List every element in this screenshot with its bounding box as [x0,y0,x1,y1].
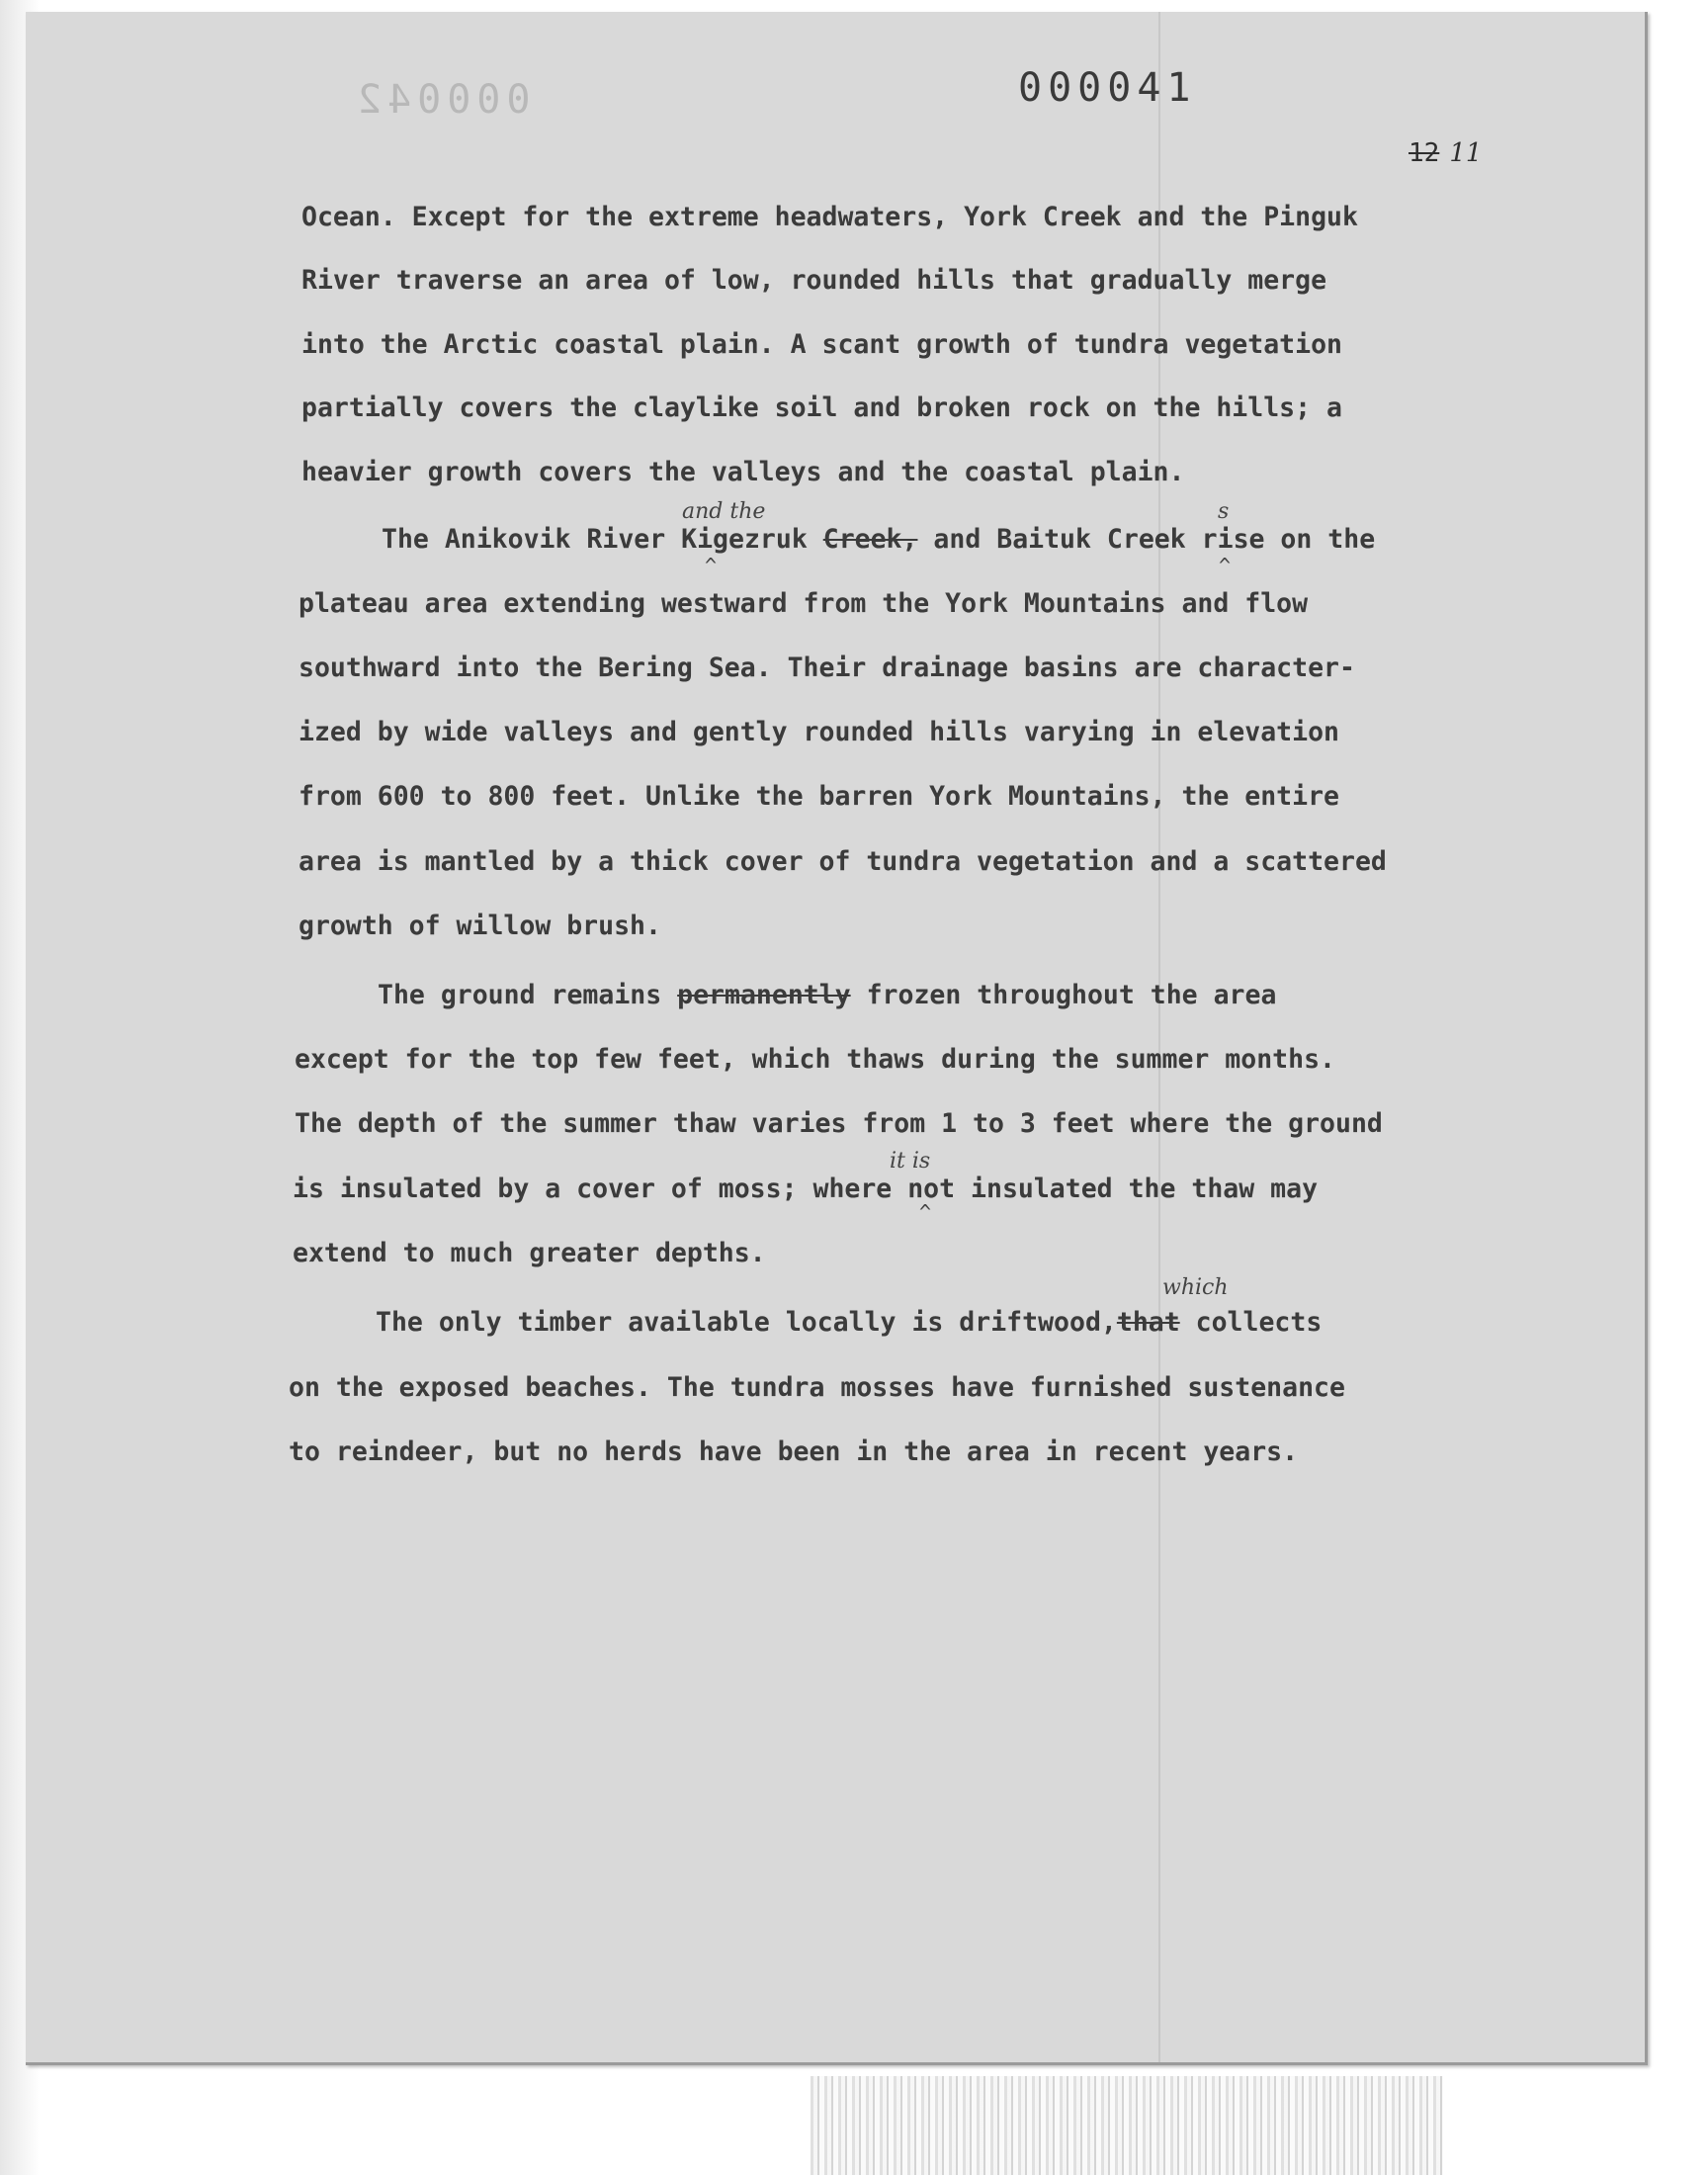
text-line: on the exposed beaches. The tundra mosses have furnished sustenance [289,1372,1345,1403]
handwritten-insertion-which: which [1162,1275,1229,1300]
text-segment: not insulated the thaw may [892,1174,1319,1204]
insertion-caret: ^ [1219,554,1232,577]
paragraph-3-line-4 [293,1174,1318,1204]
struck-text: permanently [677,980,851,1010]
text-line: into the Arctic coastal plain. A scant growth of tundra vegetation [301,329,1342,360]
handwritten-insertion-s: s [1218,499,1230,524]
text-line: growth of willow brush. [299,911,661,941]
paragraph-4-first-line [376,1307,1322,1338]
paragraph-3-first-line [378,980,1276,1010]
text-line: area is mantled by a thick cover of tundra vegetation and a scattered [299,846,1387,877]
text-segment: Kigezruk [665,524,823,555]
text-line: heavier growth covers the valleys and the coastal plain. [301,457,1185,487]
text-line: plateau area extending westward from the York Mountains and flow [299,588,1309,619]
text-line: from 600 to 800 feet. Unlike the barren York Mountains, the entire [299,781,1339,812]
text-segment: The only timber available locally is driftwood, [376,1307,1117,1338]
text-line: Ocean. Except for the extreme headwaters, York Creek and the Pinguk [301,202,1358,232]
text-line: southward into the Bering Sea. Their drainage basins are character- [299,652,1355,683]
struck-text: that [1116,1307,1180,1338]
document-page [26,12,1648,2065]
struck-text: Creek, [822,524,918,555]
insertion-caret: ^ [705,554,718,577]
text-segment: is insulated by a cover of moss; where [293,1174,893,1204]
text-line: except for the top few feet, which thaws during the summer months. [295,1044,1335,1075]
text-segment: The Anikovik River [382,524,666,555]
insertion-caret: ^ [919,1200,932,1224]
handwritten-insertion-and-the: and the [682,499,766,524]
page-number [1409,138,1482,168]
text-segment: rise on the [1185,524,1376,555]
text-line: River traverse an area of low, rounded hills that gradually merge [301,265,1327,296]
text-line: to reindeer, but no herds have been in the area in recent years. [289,1436,1299,1467]
handwritten-insertion-it-is: it is [890,1149,931,1174]
text-segment: The ground remains [378,980,678,1010]
text-line: ized by wide valleys and gently rounded hills varying in elevation [299,717,1339,747]
paragraph-2-first-line [382,524,1375,555]
text-line: extend to much greater depths. [293,1238,766,1268]
scanner-streaks [811,2076,1443,2175]
text-segment: and Baituk Creek [917,524,1186,555]
text-line: partially covers the claylike soil and broken rock on the hills; a [301,392,1342,423]
struck-page-number: 12 [1409,138,1440,168]
text-segment: collects [1179,1307,1323,1338]
handwritten-page-number: 11 [1449,138,1483,168]
page-fold-line [1158,12,1160,2062]
text-line: The depth of the summer thaw varies from 1 to 3 feet where the ground [295,1108,1383,1139]
text-segment: frozen throughout the area [850,980,1277,1010]
bleed-through-stamp: 000042 [352,77,531,123]
document-number-stamp: 000041 [1018,65,1197,111]
